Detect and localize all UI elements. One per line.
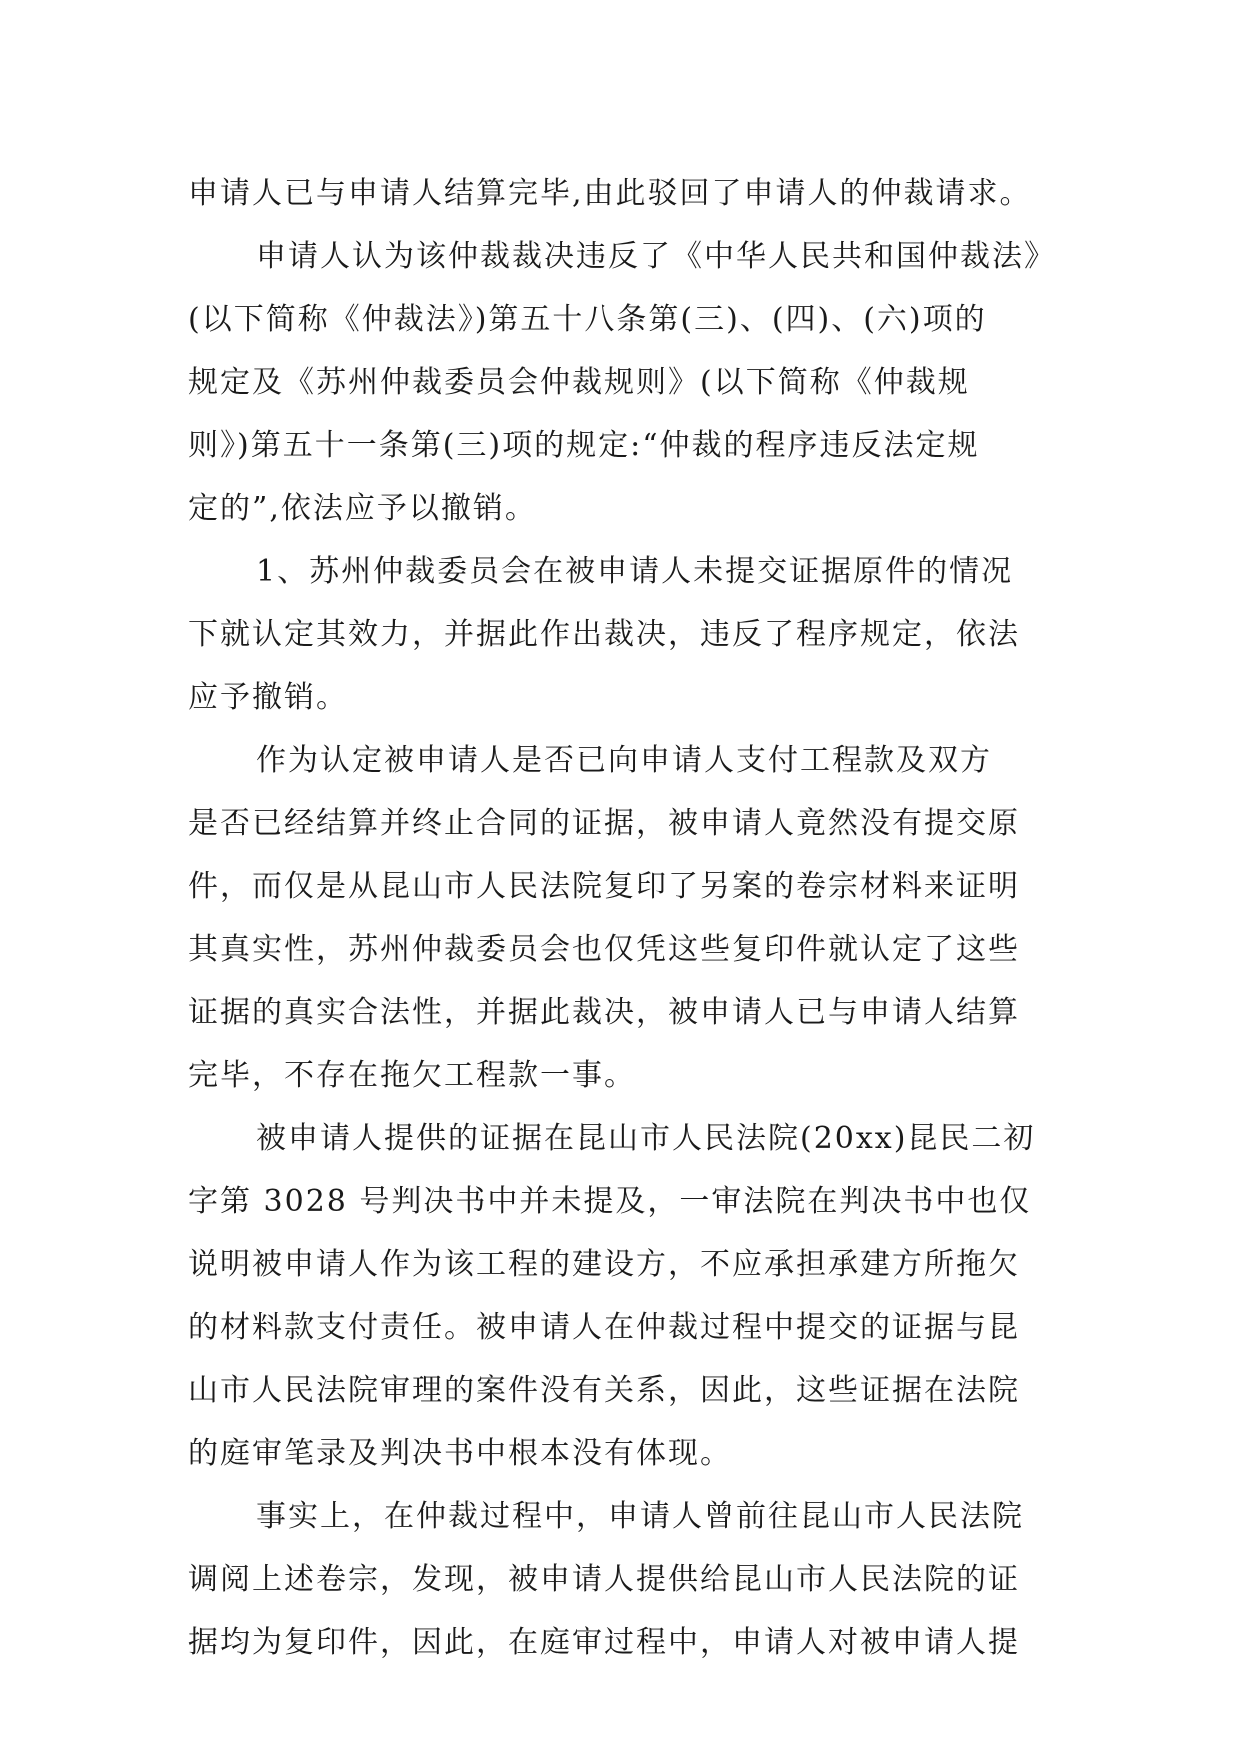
- text-line: 应予撤销。: [188, 680, 348, 715]
- paragraph-start-line: 作为认定被申请人是否已向申请人支付工程款及双方: [256, 743, 992, 778]
- text-line: 定的”,依法应予以撤销。: [188, 491, 537, 526]
- document-body: [188, 162, 1068, 1674]
- text-line: 申请人已与申请人结算完毕,由此驳回了申请人的仲裁请求。: [188, 176, 1032, 211]
- text-line: 则》)第五十一条第(三)项的规定:“仲裁的程序违反法定规: [188, 428, 980, 463]
- text-line: 完毕，不存在拖欠工程款一事。: [188, 1058, 636, 1093]
- text-line: 的庭审笔录及判决书中根本没有体现。: [188, 1436, 732, 1471]
- text-line: 据均为复印件，因此，在庭审过程中，申请人对被申请人提: [188, 1625, 1020, 1660]
- text-line: 下就认定其效力，并据此作出裁决，违反了程序规定，依法: [188, 617, 1020, 652]
- text-line: 字第 3028 号判决书中并未提及，一审法院在判决书中也仅: [188, 1184, 1032, 1219]
- text-line: 规定及《苏州仲裁委员会仲裁规则》(以下简称《仲裁规: [188, 365, 970, 400]
- paragraph-start-line: 被申请人提供的证据在昆山市人民法院(20xx)昆民二初: [256, 1121, 1036, 1156]
- paragraph-start-line: 事实上，在仲裁过程中，申请人曾前往昆山市人民法院: [256, 1499, 1024, 1534]
- text-line: 证据的真实合法性，并据此裁决，被申请人已与申请人结算: [188, 995, 1020, 1030]
- text-line: 是否已经结算并终止合同的证据，被申请人竟然没有提交原: [188, 806, 1020, 841]
- text-line: 山市人民法院审理的案件没有关系，因此，这些证据在法院: [188, 1373, 1020, 1408]
- paragraph-start-line: 申请人认为该仲裁裁决违反了《中华人民共和国仲裁法》: [256, 239, 1056, 274]
- text-line: 说明被申请人作为该工程的建设方，不应承担承建方所拖欠: [188, 1247, 1020, 1282]
- text-line: 的材料款支付责任。被申请人在仲裁过程中提交的证据与昆: [188, 1310, 1020, 1345]
- text-line: 件，而仅是从昆山市人民法院复印了另案的卷宗材料来证明: [188, 869, 1020, 904]
- paragraph-start-line: 1、苏州仲裁委员会在被申请人未提交证据原件的情况: [256, 554, 1014, 589]
- text-line: 调阅上述卷宗，发现，被申请人提供给昆山市人民法院的证: [188, 1562, 1020, 1597]
- text-line: (以下简称《仲裁法》)第五十八条第(三)、(四)、(六)项的: [188, 302, 987, 337]
- text-line: 其真实性，苏州仲裁委员会也仅凭这些复印件就认定了这些: [188, 932, 1020, 967]
